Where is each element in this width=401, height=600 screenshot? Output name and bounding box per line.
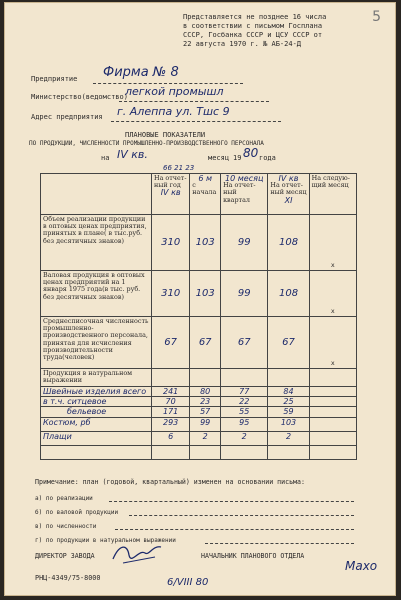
row-cell: 57 <box>190 407 221 417</box>
header-cell-month: IV кв На отчет-ный месяц XI <box>268 174 309 215</box>
note-item-d: г) по продукции в натуральном выражении <box>35 537 176 544</box>
table-row <box>41 215 357 271</box>
row-cell: 310 <box>152 271 190 317</box>
print-code: РНЦ-4349/75-8000 <box>35 574 101 582</box>
row-cell <box>152 369 190 387</box>
row-cell <box>152 445 190 459</box>
row-cell: 59 <box>268 407 309 417</box>
address-value: г. Алеппа ул. Тшс 9 <box>117 105 230 118</box>
date-mark: 6/VIII 80 <box>167 577 209 588</box>
row-cell <box>221 369 268 387</box>
ministry-label: Министерство(ведомство) <box>31 93 128 101</box>
table-row <box>41 317 357 369</box>
row-cell <box>309 431 356 445</box>
table-row <box>41 431 357 445</box>
note-item-b: б) по валовой продукции <box>35 509 119 516</box>
table-row <box>41 417 357 431</box>
row-cell <box>309 397 356 407</box>
row-label: Валовая продукция в оптовых ценах предприятий на 1 января 1975 года(в тыс. руб. без десятичных знаков) <box>41 271 152 317</box>
row-cell <box>190 445 221 459</box>
row-label: в т.ч. ситцевое <box>41 397 152 407</box>
row-label: Швейные изделия всего <box>41 387 152 397</box>
planning-signature: Махо <box>345 559 378 573</box>
row-cell: 67 <box>268 317 309 369</box>
row-cell <box>309 417 356 431</box>
row-label: Плащи <box>41 431 152 445</box>
row-cell: 103 <box>190 271 221 317</box>
note-item-d-line <box>205 543 354 544</box>
row-cell: 84 <box>268 387 309 397</box>
note-item-c-line <box>115 529 354 530</box>
row-cell: 108 <box>268 215 309 271</box>
row-cell: 67 <box>221 317 268 369</box>
title-on: на <box>101 154 110 162</box>
row-cell: 103 <box>268 417 309 431</box>
header-cell-next-month: На следую-щий месяц <box>309 174 356 215</box>
row-cell: 67 <box>152 317 190 369</box>
title-year-prefix: 19 <box>233 154 242 162</box>
ministry-underline <box>119 101 269 102</box>
row-cell <box>268 369 309 387</box>
header-notice-4: 22 августа 1970 г. № АБ-24-Д <box>183 40 302 48</box>
table-row <box>41 387 357 397</box>
row-cell: 310 <box>152 215 190 271</box>
note-item-a-line <box>109 501 354 502</box>
note-item-b-line <box>129 515 354 516</box>
enterprise-label: Предприятие <box>31 75 78 83</box>
header-notice-1: Представляется не позднее 16 числа <box>183 13 327 21</box>
note-text: Примечание: план (годовой, квартальный) изменен на основании письма: <box>35 478 305 486</box>
document-sheet <box>4 2 396 596</box>
header-cell-since-start: 6 м с начала <box>190 174 221 215</box>
row-cell: 99 <box>190 417 221 431</box>
row-cell <box>309 387 356 397</box>
row-label: Продукция в натуральном выражении <box>41 369 152 387</box>
title-annotations: 66 21 23 <box>163 164 195 172</box>
table-header-row <box>41 174 357 215</box>
row-cell: 2 <box>221 431 268 445</box>
row-cell <box>309 445 356 459</box>
table-row-blank <box>41 445 357 459</box>
row-cell: 293 <box>152 417 190 431</box>
enterprise-underline <box>93 83 243 84</box>
address-label: Адрес предприятия <box>31 113 103 121</box>
row-cell: 23 <box>190 397 221 407</box>
note-item-a: а) по реализации <box>35 495 93 502</box>
enterprise-value: Фирма № 8 <box>103 65 179 80</box>
row-cell: 67 <box>190 317 221 369</box>
row-label: Объем реализации продукции в оптовых ценах предприятия, принятых в плане( в тыс.руб. без десятичных знаков) <box>41 215 152 271</box>
row-cell: 77 <box>221 387 268 397</box>
table-row <box>41 407 357 417</box>
title-year-suffix: года <box>259 154 276 162</box>
row-label <box>41 445 152 459</box>
title-line-1: ПЛАНОВЫЕ ПОКАЗАТЕЛИ <box>125 131 206 139</box>
title-month-word: месяц <box>208 154 230 162</box>
title-year-value: 80 <box>243 146 259 160</box>
row-cell <box>190 369 221 387</box>
planning-label: НАЧАЛЬНИК ПЛАНОВОГО ОТДЕЛА <box>201 552 305 560</box>
row-cell: 99 <box>221 215 268 271</box>
header-notice-3: СССР, Госбанка СССР и ЦСУ СССР от <box>183 31 323 39</box>
table-row <box>41 271 357 317</box>
row-cell: 2 <box>190 431 221 445</box>
row-cell: 22 <box>221 397 268 407</box>
header-cell-year: На отчет-ный год IV кв <box>152 174 190 215</box>
row-cell <box>221 445 268 459</box>
table-row <box>41 369 357 387</box>
row-cell: x <box>309 317 356 369</box>
corner-page-mark: 5 <box>372 9 381 25</box>
title-quarter: IV кв. <box>117 148 148 161</box>
row-label: бельевое <box>41 407 152 417</box>
director-signature <box>109 539 167 569</box>
header-cell-empty <box>41 174 152 215</box>
row-cell: x <box>309 215 356 271</box>
table-row <box>41 397 357 407</box>
row-cell <box>268 445 309 459</box>
row-label: Среднесписочная численность промышленно-производственного персонала, принятая для исчисления производительности труда(человек) <box>41 317 152 369</box>
row-cell: 103 <box>190 215 221 271</box>
row-cell: 2 <box>268 431 309 445</box>
row-cell: 80 <box>190 387 221 397</box>
row-cell: x <box>309 271 356 317</box>
row-cell <box>309 369 356 387</box>
row-cell: 241 <box>152 387 190 397</box>
row-label: Костюм, рб <box>41 417 152 431</box>
row-cell: 95 <box>221 417 268 431</box>
director-label: ДИРЕКТОР ЗАВОДА <box>35 552 95 560</box>
row-cell: 108 <box>268 271 309 317</box>
row-cell: 6 <box>152 431 190 445</box>
title-line-2: ПО ПРОДУКЦИИ, ЧИСЛЕННОСТИ ПРОМЫШЛЕННО-ПРОИЗВОДСТВЕННОГО ПЕРСОНАЛА <box>29 140 264 147</box>
row-cell: 70 <box>152 397 190 407</box>
ministry-value: легкой промышл <box>125 85 224 98</box>
row-cell: 99 <box>221 271 268 317</box>
row-cell: 55 <box>221 407 268 417</box>
row-cell: 25 <box>268 397 309 407</box>
note-item-c: в) по численности <box>35 523 97 530</box>
row-cell <box>309 407 356 417</box>
address-underline <box>111 121 281 122</box>
header-notice-2: в соответствии с письмом Госплана <box>183 22 323 30</box>
header-cell-quarter: 10 месяц На отчет-ный квартал <box>221 174 268 215</box>
indicators-table <box>40 173 357 460</box>
row-cell: 171 <box>152 407 190 417</box>
